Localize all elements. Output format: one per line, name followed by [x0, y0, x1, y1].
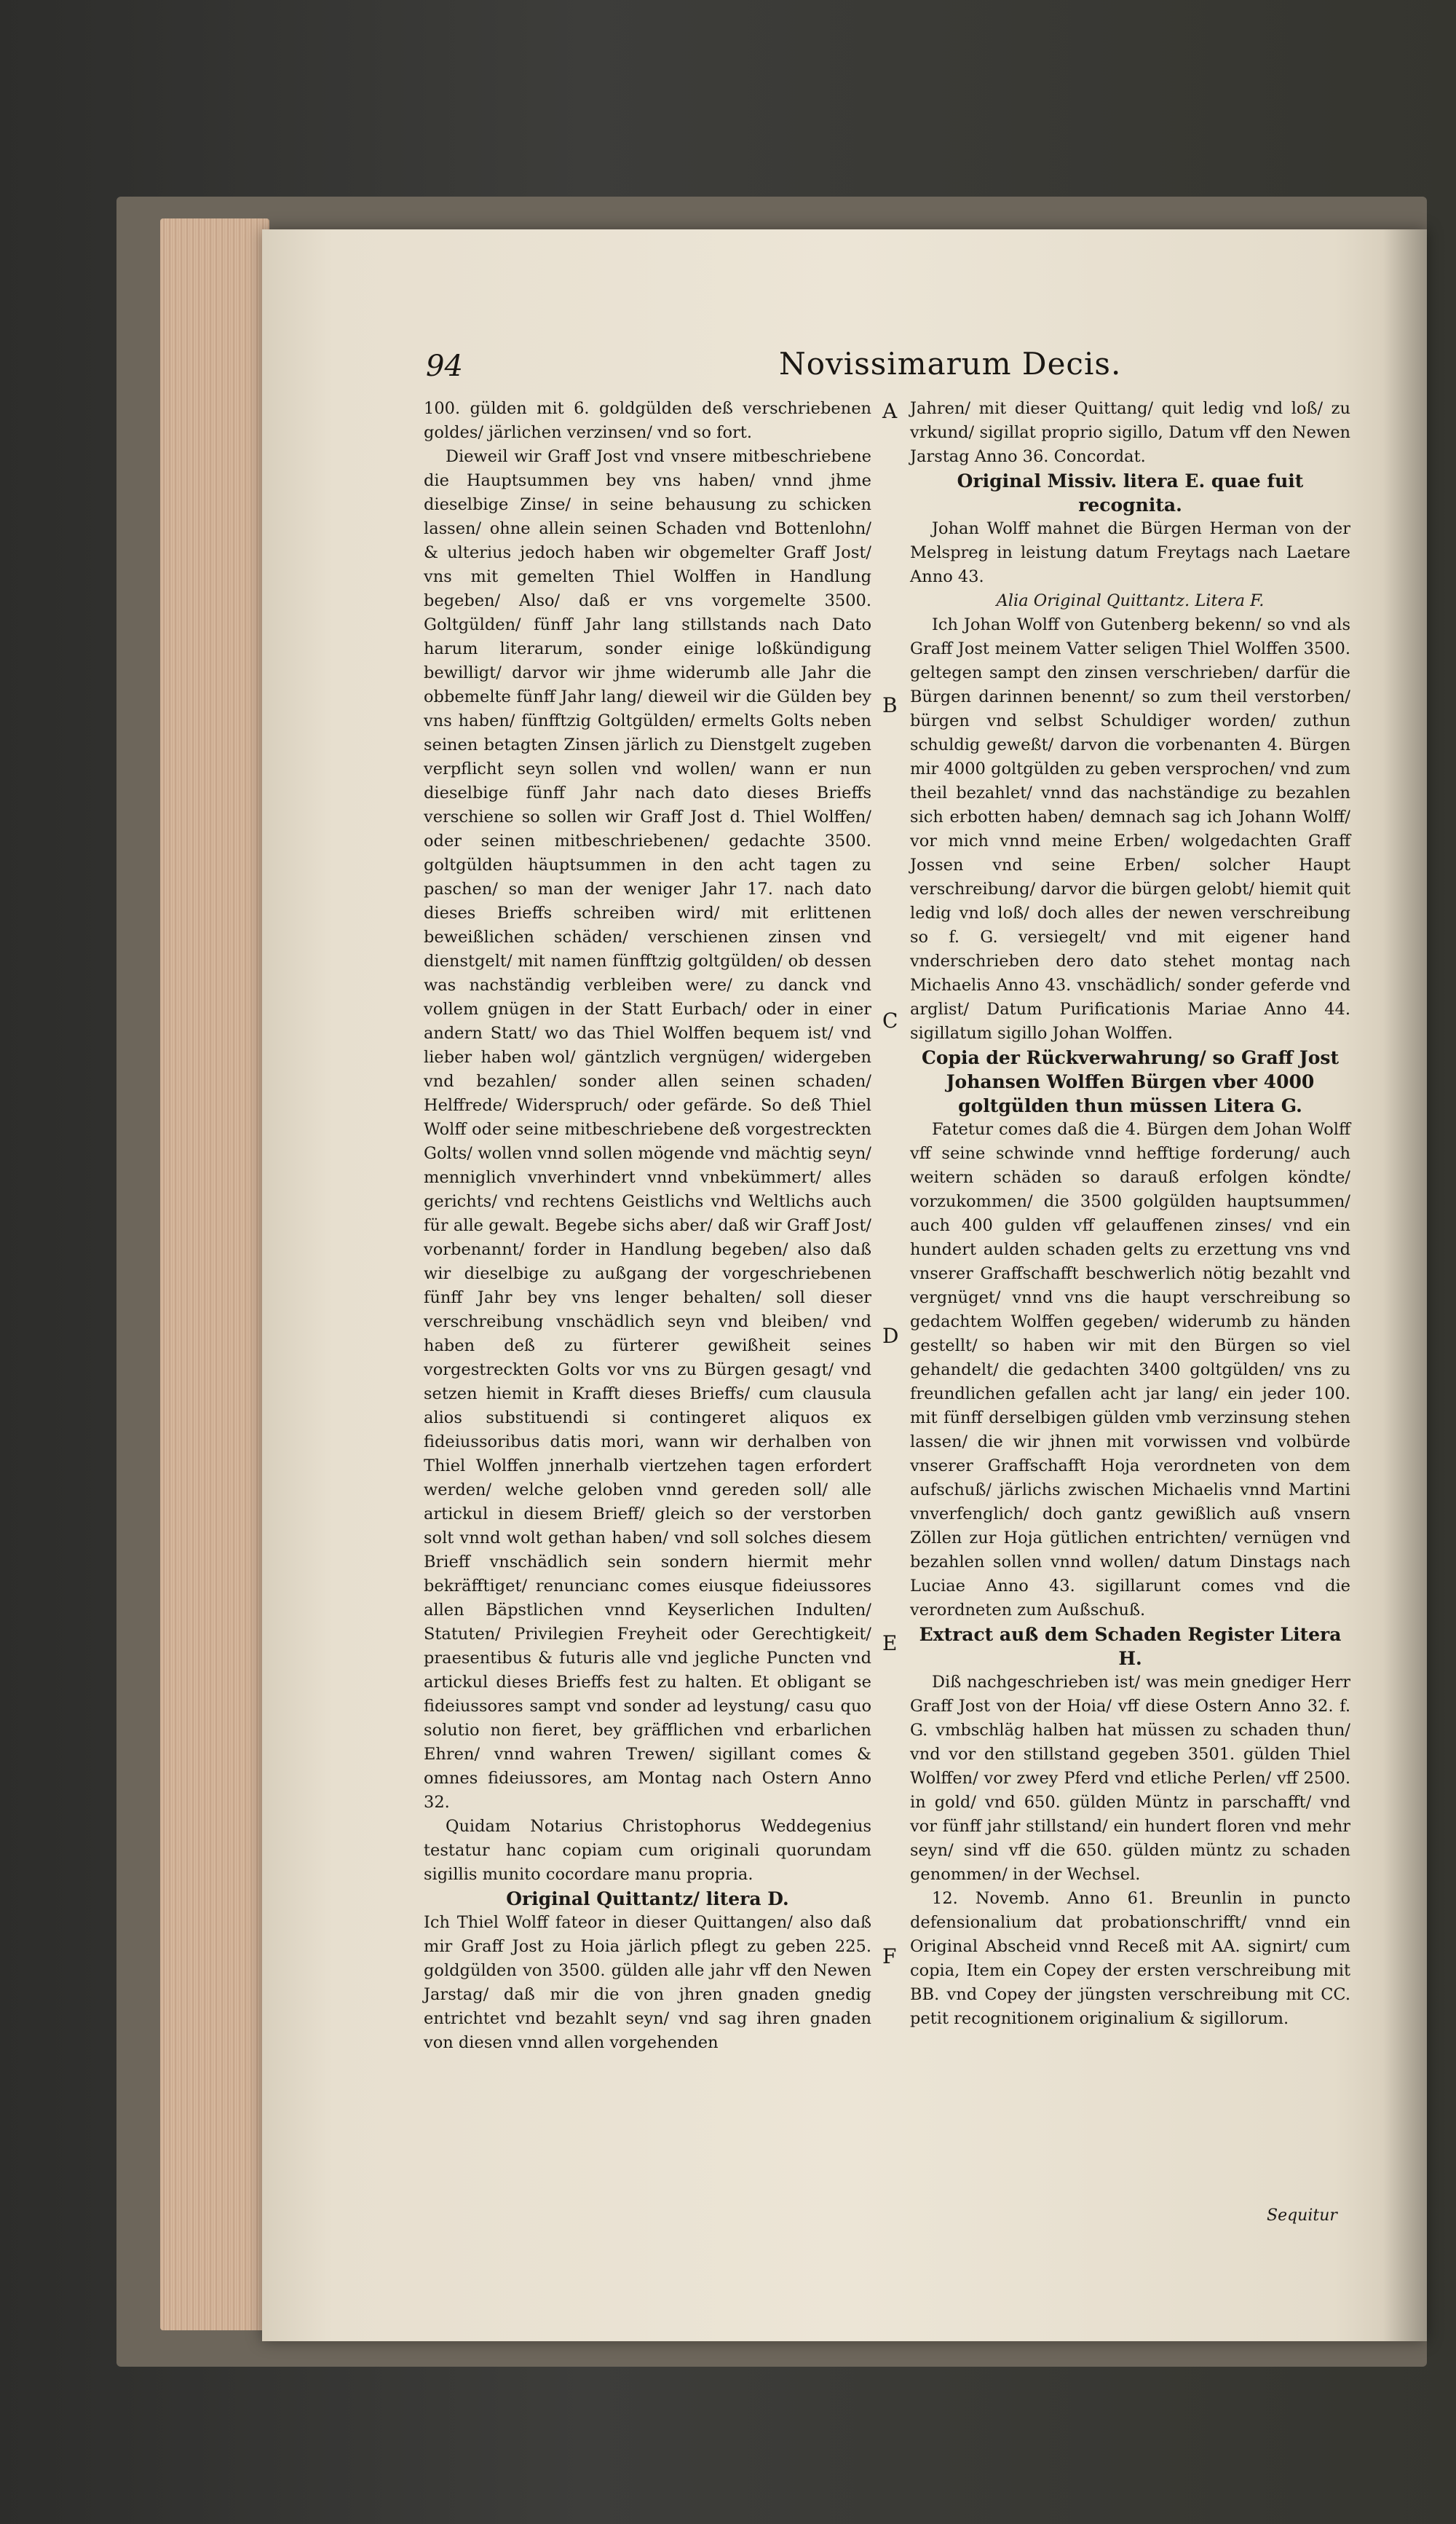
page-gutter-shadow	[1383, 229, 1427, 2341]
section-heading: Original Missiv. litera E. quae fuit recognita.	[957, 470, 1304, 516]
paragraph: Jahren/ mit dieser Quittang/ quit ledig vnd loß/ zu vrkund/ sigillat proprio sigillo, Datum vff den Newen Jarstag Anno 36. Concordat.	[910, 399, 1350, 466]
catchword: Sequitur	[1267, 2206, 1337, 2225]
paragraph: Ich Johan Wolff von Gutenberg bekenn/ so vnd als Graff Jost meinem Vatter seligen Thiel Wolffen 3500. geltegen sampt den zinsen verschrieben/ darfür die Bürgen darinnen benennt/ so zum theil verstorben/ bürgen vnd selbst Schuldiger worden/ zuthun schuldig geweßt/ darvon die vorbenanten 4. Bürgen mir 4000 goltgülden zu geben versprochen/ vnd zum theil bezahlet/ vnnd das nachständige zu bezahlen sich erbotten haben/ demnach sag ich Johann Wolff/ vor mich vnnd meine Erben/ wolgedachten Graff Jossen vnd seine Erben/ solcher Haupt verschreibung/ darvor die bürgen gelobt/ hiemit quit ledig vnd loß/ doch alles der newen verschreibung so f. G. versiegelt/ vnd mit eigener hand vnderschrieben dero dato stehet montag nach Michaelis Anno 43. vnschädlich/ sonder geferde vnd arglist/ Datum Purificationis Mariae Anno 44. sigillatum sigillo Johan Wolffen.	[910, 615, 1350, 1043]
paragraph: Dieweil wir Graff Jost vnd vnsere mitbeschriebene die Hauptsummen bey vns haben/ vnnd jhme dieselbige Zinse/ in seine behausung zu schicken lassen/ ohne allein seinen Schaden vnd Bottenlohn/ & ulterius jedoch haben wir obgemelter Graff Jost/ vns mit gemelten Thiel Wolffen in Handlung begeben/ Also/ daß er vns vorgemelte 3500. Goltgülden/ fünff Jahr lang stillstands nach Dato harum literarum, sonder einige loßkündigung bewilligt/ darvor wir jhme widerumb alle Jahr die obbemelte fünff Jahr lang/ dieweil wir die Gülden bey vns haben/ fünfftzig Goltgülden/ ermelts Golts neben seinen betagten Zinsen järlich zu Dienstgelt zugeben verpflicht seyn sollen vnd wollen/ wann er nun dieselbige fünff Jahr nach dato dieses Brieffs verschiene so sollen wir Graff Jost d. Thiel Wolffen/ oder seinen mitbeschriebenen/ gedachte 3500. goltgülden häuptsummen in den acht tagen zu paschen/ so man der weniger Jahr 17. nach dato dieses Brieffs schreiben wird/ mit erlittenen beweißlichen schäden/ verschienen zinsen vnd dienstgelt/ mit namen fünfftzig goltgülden/ ob dessen was nachständig verbleiben were/ zu danck vnd vollem gnügen in der Statt Eurbach/ oder in einer andern Statt/ wo das Thiel Wolffen bequem ist/ vnd lieber haben wol/ gäntzlich vergnügen/ widergeben vnd bezahlen/ sonder allen seinen schaden/ Helffrede/ Widerspruch/ oder gefärde. So deß Thiel Wolff oder seine mitbeschriebene deß vorgestreckten Golts/ wollen vnnd sollen mögende vnd mächtig seyn/ menniglich vnverhindert vnnd vnbekümmert/ alles gerichts/ vnd rechtens Geistlichs vnd Weltlichs auch für alle gewalt. Begebe sichs aber/ daß wir Graff Jost/ vorbenannt/ forder in Handlung begeben/ also daß wir dieselbige zu außgang der vorgeschriebenen fünff Jahr bey vns lenger behalten/ soll dieser verschreibung vnschädlich seyn vnd bleiben/ vnd haben deß zu fürterer gewißheit seines vorgestreckten Golts vor vns zu Bürgen gesagt/ vnd setzen hiemit in Krafft dieses Brieffs/ cum clausula alios substituendi si contingeret aliquos ex fideiussoribus datis mori, wann wir derhalben von Thiel Wolffen jnnerhalb viertzehen tagen erfordert werden/ welche geloben vnnd gereden soll/ alle artickul in diesem Brieff/ gleich so der verstorben solt vnnd wolt gethan haben/ vnd soll solches diesem Brieff vnschädlich sein sondern hiermit mehr bekräfftiget/ renuncianc comes eiusque fideiussores allen Bäpstlichen vnnd Keyserlichen Indulten/ Statuten/ Privilegien Freyheit oder Gerechtigkeit/ praesentibus & futuris alle vnd jegliche Puncten vnd artickul dieses Brieffs fest zu halten. Et obligant se fideiussores sampt vnd sonder ad leystung/ casu quo solutio non fieret, bey gräfflichen vnd erbarlichen Ehren/ vnnd wahren Trewen/ sigillant comes & omnes fideiussores, am Montag nach Ostern Anno 32.	[424, 447, 871, 1812]
margin-letter: C	[882, 1009, 898, 1033]
running-title: Novissimarum Decis.	[779, 346, 1122, 382]
paragraph: 100. gülden mit 6. goldgülden deß verschriebenen goldes/ järlichen verzinsen/ vnd so fort.	[424, 399, 871, 442]
section-heading: Extract auß dem Schaden Register Litera H.	[919, 1624, 1342, 1669]
margin-letter: A	[882, 399, 898, 423]
margin-letter: D	[882, 1324, 899, 1348]
paragraph: Ich Thiel Wolff fateor in dieser Quittangen/ also daß mir Graff Jost zu Hoia järlich pflegt zu geben 225. goldgülden von 3500. gülden alle jahr vff den Newen Jarstag/ daß mir die von jhren gnaden gnedig entrichtet vnd bezahlt seyn/ vnd sag ihren gnaden von diesen vnnd allen vorgehenden	[424, 1913, 871, 2052]
section-heading: Copia der Rückverwahrung/ so Graff Jost Johansen Wolffen Bürgen vber 4000 goltgülden thun müssen Litera G.	[921, 1047, 1340, 1116]
page-number: 94	[426, 350, 463, 383]
section-heading: Alia Original Quittantz. Litera F.	[996, 591, 1265, 610]
left-column	[424, 397, 871, 2055]
margin-letter: E	[882, 1631, 898, 1655]
margin-letter: F	[882, 1944, 897, 1968]
margin-letter: B	[882, 693, 898, 717]
paragraph: Fatetur comes daß die 4. Bürgen dem Johan Wolff vff seine schwinde vnnd hefftige forderung/ auch weitern schäden so darauß erfolgen köndte/ vorzukommen/ die 3500 golgülden hauptsummen/ auch 400 gulden vff gelauffenen zinses/ vnd ein hundert aulden schaden gelts zu erzettung vns vnd vnserer Graffschafft beschwerlich nötig bezahlt vnd vergnüget/ vnnd vns die haupt verschreibung so gedachtem Wolffen gegeben/ widerumb zu händen gestellt/ so haben wir mit den Bürgen so viel gehandelt/ die gedachten 3400 goltgülden/ vns zu freundlichen gefallen acht jar lang/ ein jeder 100. mit fünff derselbigen gülden vmb verzinsung stehen lassen/ die wir jhnen mit vorwissen vnd volbürde vnserer Graffschafft Hoja verordneten von dem aufschuß/ järlichs zwischen Michaelis vnnd Martini vnverfenglich/ doch gantz gewißlich auß vnsern Zöllen zur Hoja gütlichen entrichten/ vernügen vnd bezahlen sollen vnnd wollen/ datum Dinstags nach Luciae Anno 43. sigillarunt comes vnd die verordneten zum Außschuß.	[910, 1120, 1350, 1620]
page-edges	[160, 218, 269, 2330]
paragraph: Quidam Notarius Christophorus Weddegenius testatur hanc copiam cum originali quorundam sigillis munito cocordare manu propria.	[424, 1817, 871, 1884]
paragraph: Johan Wolff mahnet die Bürgen Herman von der Melspreg in leistung datum Freytags nach Laetare Anno 43.	[910, 519, 1350, 586]
paragraph: Diß nachgeschrieben ist/ was mein gnediger Herr Graff Jost von der Hoia/ vff diese Ostern Anno 32. f. G. vmbschläg halben hat müssen zu schaden thun/ vnd vor den stillstand gegeben 3501. gülden Thiel Wolffen/ vor zwey Pferd vnd etliche Perlen/ vff 2500. in gold/ vnd 650. gülden Müntz in parschafft/ vnd vor fünff jahr stillstand/ ein hundert floren vnd mehr seyn/ sind vff die 650. gülden müntz zu schaden genommen/ in der Wechsel.	[910, 1673, 1350, 1884]
paragraph: 12. Novemb. Anno 61. Breunlin in puncto defensionalium dat probationschrifft/ vnnd ein Original Abscheid vnnd Receß mit AA. signirt/ cum copia, Item ein Copey der ersten verschreibung mit BB. vnd Copey der jüngsten verschreibung mit CC. petit recognitionem originalium & sigillorum.	[910, 1889, 1350, 2028]
right-column	[910, 397, 1350, 2031]
section-heading: Original Quittantz/ litera D.	[506, 1888, 789, 1909]
